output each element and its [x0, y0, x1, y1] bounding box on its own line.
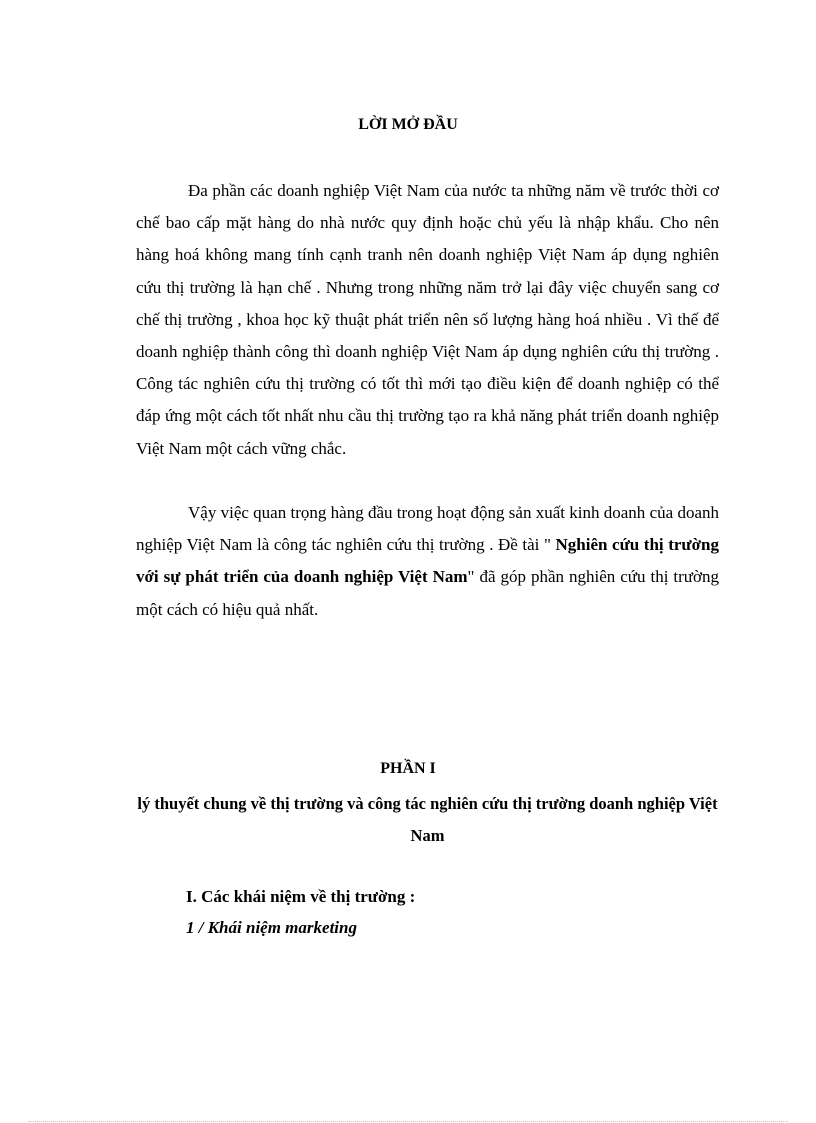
paragraph-topic-text-start: Vậy việc quan trọng hàng đầu trong hoạt động sản xuất kinh doanh của doanh nghiệp Việt Nam là công tác nghiên cứu thị trường . Đề tài "	[136, 503, 719, 555]
topic-title: Nghiên cứu thị trường với sự phát triển của doanh nghiệp Việt Nam	[136, 535, 719, 587]
part-title: PHẦN I	[380, 760, 436, 777]
preface-title: LỜI MỞ ĐẦU	[358, 116, 458, 133]
paragraph-topic-text-end: " đã góp phần nghiên cứu thị trường một cách có hiệu quả nhất.	[136, 567, 720, 619]
subsection-heading: 1 / Khái niệm marketing	[186, 918, 357, 937]
paragraph-intro	[136, 175, 719, 465]
paragraph-topic	[136, 497, 719, 626]
part-subtitle: lý thuyết chung về thị trường và công tác nghiên cứu thị trường doanh nghiệp Việt Nam	[137, 794, 718, 845]
section-heading: I. Các khái niệm về thị trường :	[186, 887, 416, 906]
page-bottom-divider	[28, 1121, 788, 1122]
paragraph-intro-text: Đa phần các doanh nghiệp Việt Nam của nước ta những năm về trước thời cơ chế bao cấp mặt hàng do nhà nước quy định hoặc chủ yếu là nhập khẩu. Cho nên hàng hoá không mang tính cạnh tranh nên doanh nghiệp Việt Nam áp dụng nghiên cứu thị trường là hạn chế . Nhưng trong những năm trở lại đây việc chuyển sang cơ chế thị trường , khoa học kỹ thuật phát triển nên số lượng hàng hoá nhiều . Vì thế để doanh nghiệp thành công thì doanh nghiệp Việt Nam áp dụng nghiên cứu thị trường . Công tác nghiên cứu thị trường có tốt thì mới tạo điều kiện để doanh nghiệp có thể đáp ứng một cách tốt nhất nhu cầu thị trường tạo ra khả năng phát triển doanh nghiệp Việt Nam một cách vững chắc.	[136, 181, 719, 458]
